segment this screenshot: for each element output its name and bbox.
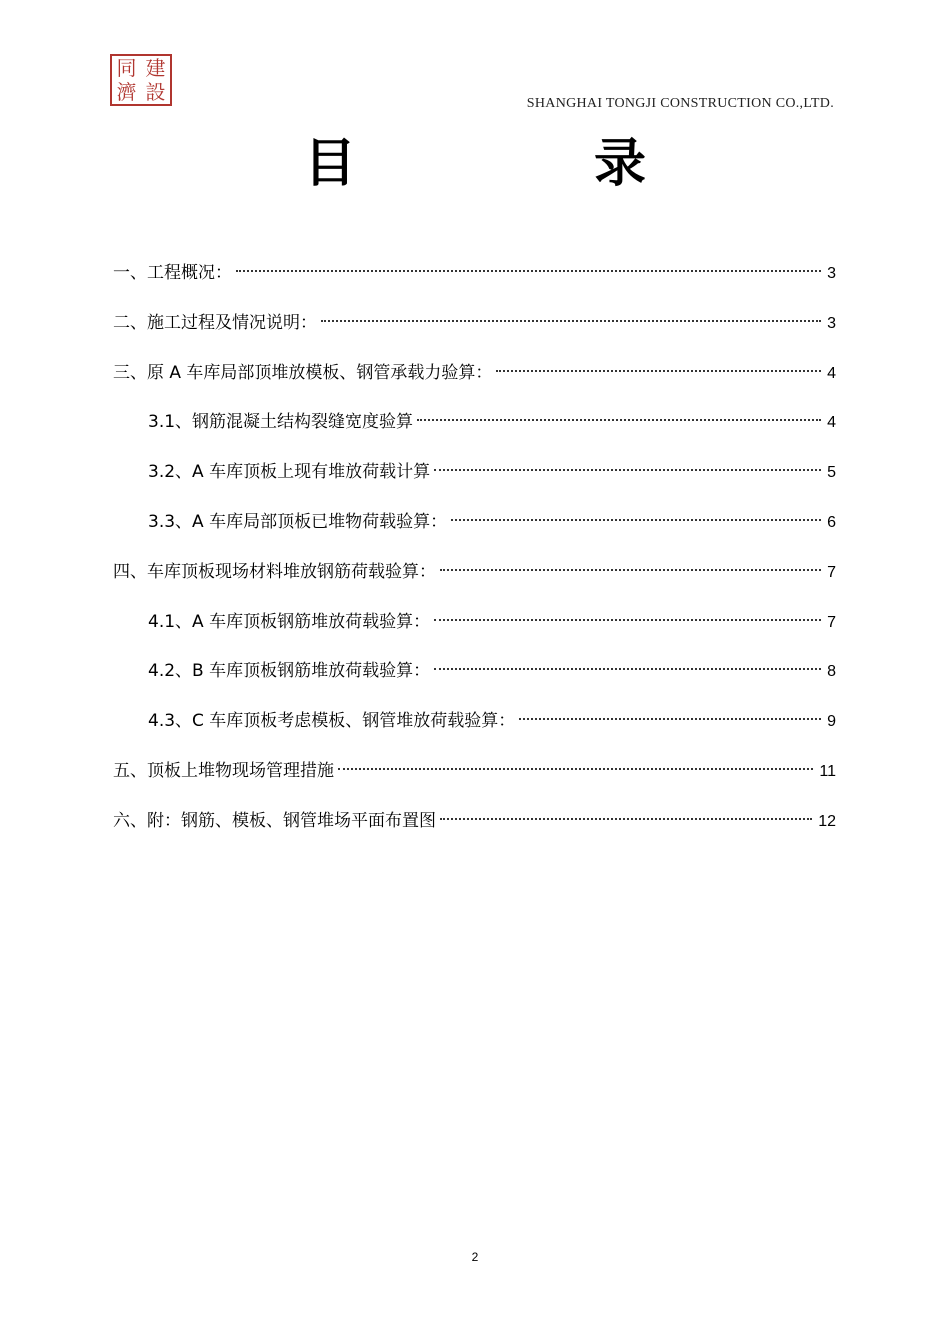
logo-char: 同	[116, 56, 137, 80]
page-number: 2	[471, 1250, 479, 1264]
toc-dot-leader	[434, 469, 821, 471]
toc-entry[interactable]	[113, 706, 836, 756]
toc-dot-leader	[434, 668, 821, 670]
company-name: SHANGHAI TONGJI CONSTRUCTION CO.,LTD.	[526, 96, 834, 111]
toc-entry[interactable]	[113, 358, 836, 408]
toc-entry-page: 4	[827, 414, 836, 432]
toc-entry-page: 7	[827, 613, 836, 631]
toc-entry-label: 三、原 A 车库局部顶堆放模板、钢管承载力验算：	[113, 362, 493, 383]
toc-entry-label: 3.3、A 车库局部顶板已堆物荷载验算：	[148, 511, 448, 532]
toc-entry-label: 二、施工过程及情况说明：	[113, 312, 317, 333]
toc-entry[interactable]	[113, 806, 836, 856]
page-title: 目 录	[303, 134, 757, 194]
toc-dot-leader	[440, 818, 812, 820]
toc-entry-label: 四、车库顶板现场材料堆放钢筋荷载验算：	[113, 561, 436, 582]
toc-dot-leader	[338, 768, 813, 770]
toc-entry-page: 3	[827, 314, 836, 332]
toc-entry-page: 6	[827, 513, 836, 531]
logo-char: 設	[145, 80, 166, 104]
toc-dot-leader	[434, 619, 821, 621]
toc-entry-page: 9	[827, 713, 836, 731]
logo-char: 建	[145, 56, 166, 80]
toc-entry-label: 4.3、C 车库顶板考虑模板、钢管堆放荷载验算：	[148, 711, 516, 732]
toc-dot-leader	[440, 569, 821, 571]
toc-dot-leader	[417, 419, 821, 421]
toc-entry-label: 六、附：钢筋、模板、钢管堆场平面布置图	[113, 810, 436, 831]
toc-entry[interactable]	[113, 308, 836, 358]
toc-entry-page: 12	[818, 812, 836, 830]
toc-dot-leader	[451, 519, 821, 521]
toc-entry-page: 7	[827, 563, 836, 581]
toc-entry[interactable]	[113, 507, 836, 557]
logo-char: 濟	[116, 80, 137, 104]
toc-entry[interactable]	[113, 407, 836, 457]
toc-entry[interactable]	[113, 607, 836, 657]
toc-dot-leader	[236, 270, 821, 272]
toc-entry-label: 4.1、A 车库顶板钢筋堆放荷载验算：	[148, 611, 431, 632]
toc-entry[interactable]	[113, 756, 836, 806]
toc-entry-page: 8	[827, 663, 836, 681]
company-logo	[110, 54, 172, 106]
toc-dot-leader	[496, 370, 821, 372]
toc-entry-page: 11	[819, 762, 836, 780]
toc-entry-page: 3	[827, 265, 836, 282]
toc-entry-label: 五、顶板上堆物现场管理措施	[113, 760, 334, 781]
toc-entry-label: 4.2、B 车库顶板钢筋堆放荷载验算：	[148, 661, 431, 682]
toc-entry[interactable]	[113, 557, 836, 607]
toc-entry-label: 3.1、钢筋混凝土结构裂缝宽度验算	[148, 412, 414, 433]
toc-entry-label: 3.2、A 车库顶板上现有堆放荷载计算	[148, 462, 431, 483]
toc-dot-leader	[321, 320, 821, 322]
toc-entry-label: 一、工程概况：	[113, 263, 232, 283]
table-of-contents	[113, 258, 836, 856]
toc-dot-leader	[519, 718, 821, 720]
toc-entry[interactable]	[113, 656, 836, 706]
toc-entry-page: 5	[827, 464, 836, 482]
toc-entry[interactable]	[113, 258, 836, 308]
toc-entry[interactable]	[113, 457, 836, 507]
toc-entry-page: 4	[827, 364, 836, 382]
